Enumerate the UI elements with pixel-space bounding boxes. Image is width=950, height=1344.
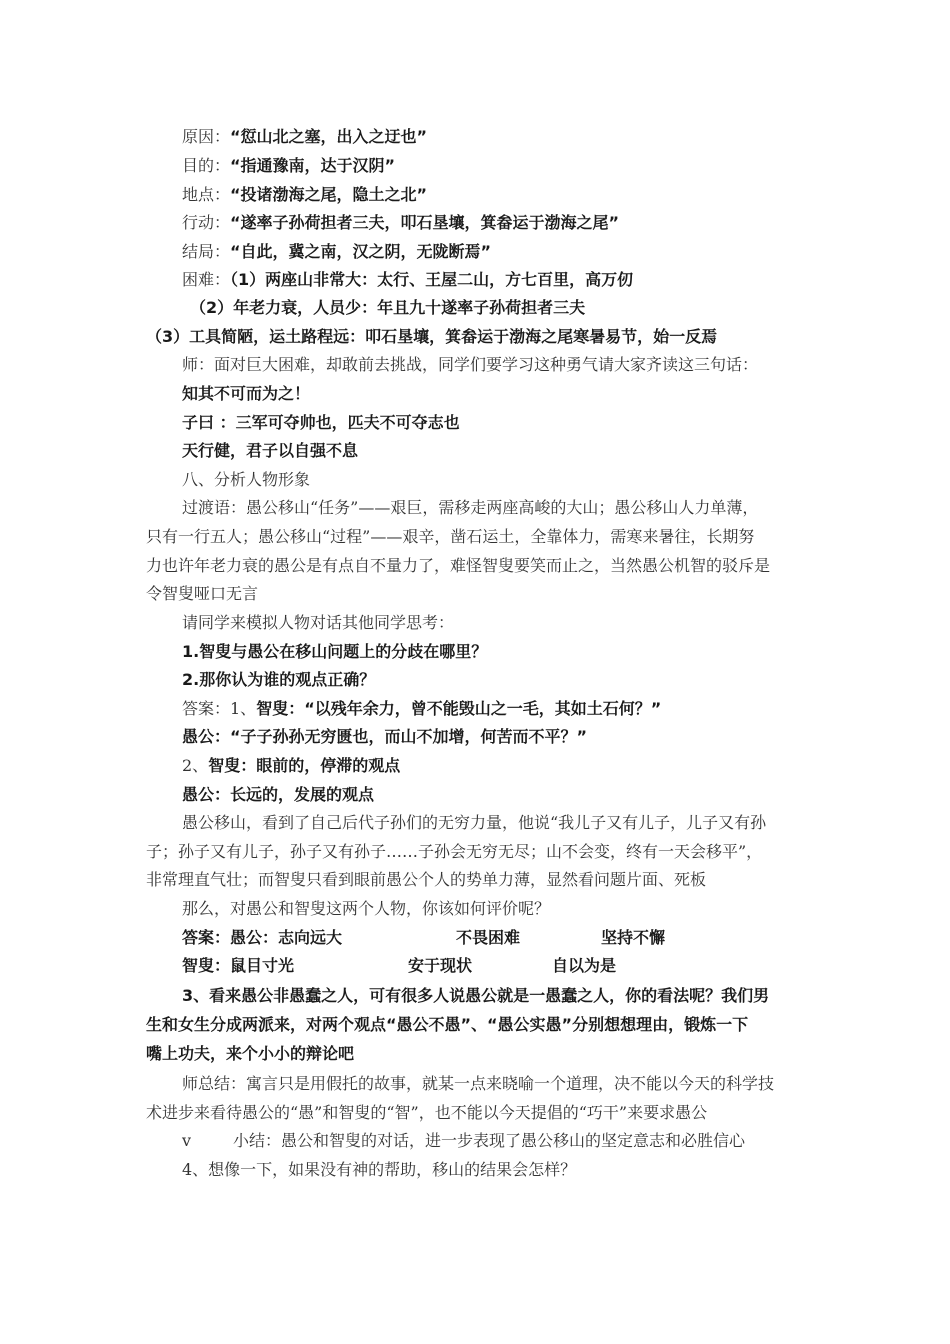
evaluation-cell: 安于现状 [408, 956, 473, 975]
text-line: （3）工具简陋，运土路程远：叩石垦壤，箕畚运于渤海之尾寒暑易节，始一反焉 [146, 327, 718, 346]
text-line: （2）年老力衰，人员少：年且九十遂率子孙荷担者三夫 [190, 298, 586, 317]
text-line: 过渡语：愚公移山“任务”——艰巨，需移走两座高峻的大山；愚公移山人力单薄， [182, 498, 759, 517]
text-line: 行动：“遂率子孙荷担者三夫，叩石垦壤，箕畚运于渤海之尾” [182, 213, 620, 232]
text-line: 原因：“愆山北之塞，出入之迂也” [182, 127, 428, 146]
debate-prompt: 嘴上功夫，来个小小的辩论吧 [146, 1044, 355, 1063]
section-heading: 八、分析人物形象 [182, 470, 311, 489]
text-line: 子；孙子又有儿子，孙子又有孙子……子孙会无穷无尽；山不会变，终有一天会移平”， [146, 842, 763, 861]
text-line: 非常理直气壮；而智叟只看到眼前愚公个人的势单力薄，显然看问题片面、死板 [146, 870, 707, 889]
text-line: 力也许年老力衰的愚公是有点自不量力了，难怪智叟要笑而止之，当然愚公机智的驳斥是 [146, 556, 771, 575]
text-line: 请同学来模拟人物对话其他同学思考： [182, 613, 455, 632]
text-line: 地点：“投诸渤海之尾，隐土之北” [182, 185, 428, 204]
question-line: 1.智叟与愚公在移山问题上的分歧在哪里？ [182, 642, 488, 661]
text-line: 令智叟哑口无言 [146, 584, 259, 603]
evaluation-cell: 不畏困难 [456, 928, 521, 947]
text-line: 困难：（1）两座山非常大：太行、王屋二山，方七百里，高万仞 [182, 270, 634, 289]
answer-line: 愚公：长远的，发展的观点 [182, 785, 375, 804]
summary-line: 小结：愚公和智叟的对话，进一步表现了愚公移山的坚定意志和必胜信心 [233, 1131, 746, 1150]
text-line: 子曰 ：三军可夺帅也，匹夫不可夺志也 [182, 413, 460, 432]
text-line: 只有一行五人；愚公移山“过程”——艰辛，凿石运土，全靠体力，需寒来暑往，长期努 [146, 527, 755, 546]
text-line: 天行健，君子以自强不息 [182, 441, 359, 460]
debate-prompt: 3、看来愚公非愚蠢之人，可有很多人说愚公就是一愚蠢之人，你的看法呢？我们男 [182, 986, 770, 1005]
debate-prompt: 生和女生分成两派来，对两个观点“愚公不愚”、“愚公实愚”分别想想理由，锻炼一下 [146, 1015, 749, 1034]
evaluation-row-yugong: 答案：愚公：志向远大 [182, 928, 343, 947]
text-line: 知其不可而为之！ [182, 384, 311, 403]
text-line: 目的：“指通豫南，达于汉阴” [182, 156, 396, 175]
text-line: 术进步来看待愚公的“愚”和智叟的“智”，也不能以今天提倡的“巧干”来要求愚公 [146, 1103, 708, 1122]
text-line: 4、想像一下，如果没有神的帮助，移山的结果会怎样？ [182, 1160, 577, 1179]
answer-line: 2、智叟：眼前的，停滞的观点 [182, 756, 401, 775]
text-line: 愚公移山，看到了自己后代子孙们的无穷力量，他说“我儿子又有儿子，儿子又有孙 [182, 813, 767, 832]
evaluation-cell: 坚持不懈 [601, 928, 666, 947]
answer-line: 答案：1、智叟：“以残年余力，曾不能毁山之一毛，其如土石何？” [182, 699, 662, 718]
question-line: 2.那你认为谁的观点正确？ [182, 670, 376, 689]
text-line: 师总结：寓言只是用假托的故事，就某一点来晓喻一个道理，决不能以今天的科学技 [182, 1074, 775, 1093]
text-line: 师：面对巨大困难，却敢前去挑战，同学们要学习这种勇气请大家齐读这三句话： [182, 355, 759, 374]
evaluation-row-zhisou: 智叟：鼠目寸光 [182, 956, 295, 975]
text-line: 结局：“自此，冀之南，汉之阴，无陇断焉” [182, 242, 492, 261]
text-line: 那么，对愚公和智叟这两个人物，你该如何评价呢？ [182, 899, 551, 918]
evaluation-cell: 自以为是 [552, 956, 617, 975]
bullet-marker: v [182, 1131, 192, 1150]
answer-line: 愚公：“子子孙孙无穷匮也，而山不加增，何苦而不平？” [182, 727, 588, 746]
